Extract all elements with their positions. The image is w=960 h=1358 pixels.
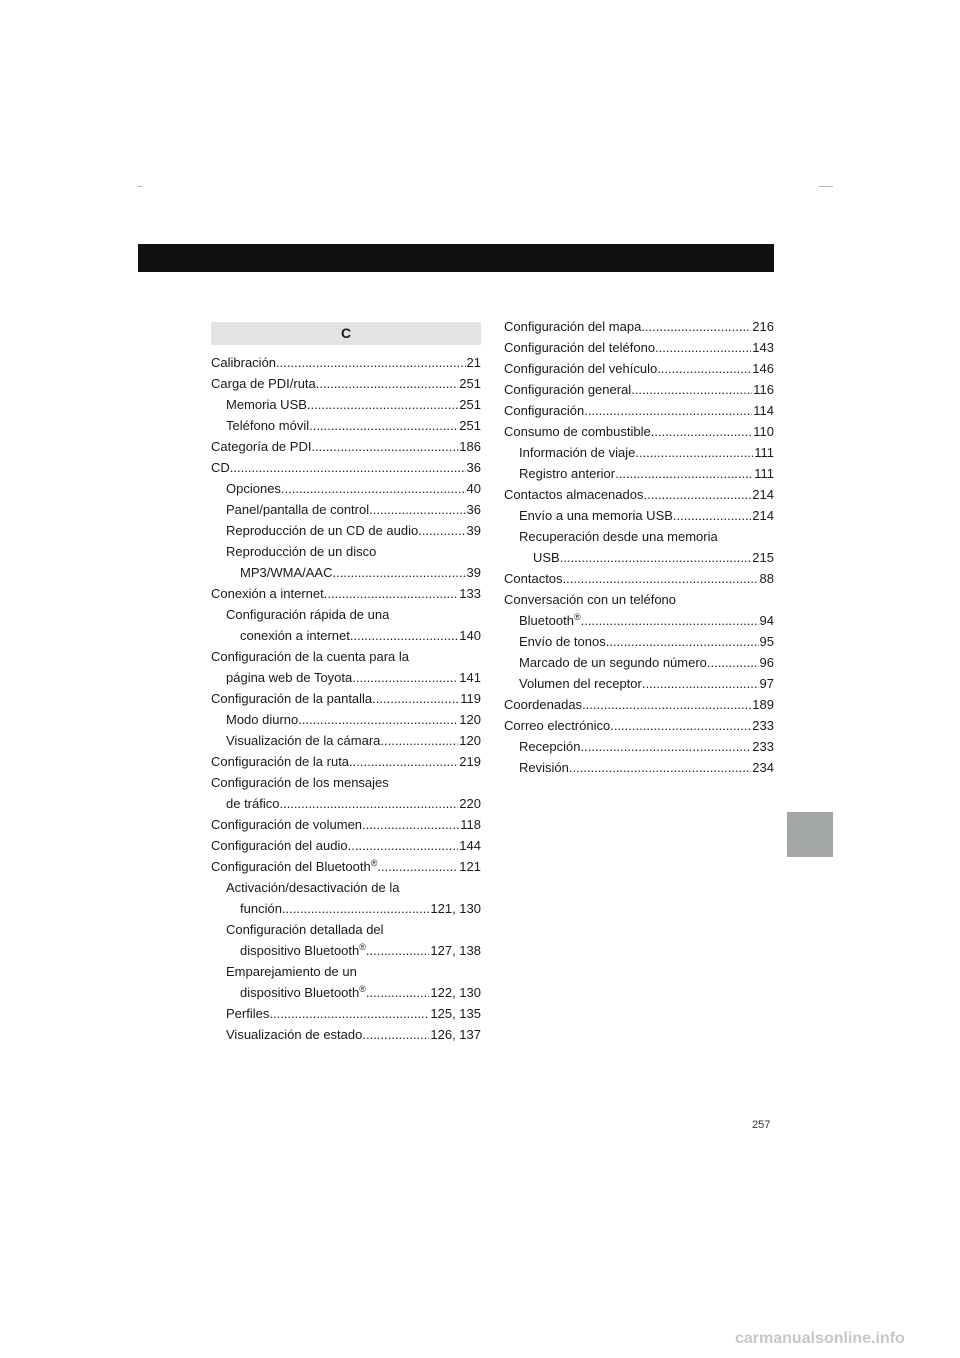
index-entry-head: Conversación con un teléfono — [504, 592, 677, 607]
index-entry: Configuración ..... 114 — [504, 400, 774, 421]
index-entry: Configuración general ..... 116 — [504, 379, 774, 400]
page-number: 257 — [752, 1119, 771, 1131]
index-subentry: Registro anterior ..... 111 — [504, 463, 774, 484]
index-subentry: Opciones ..... 40 — [211, 478, 481, 499]
index-subentry: Información de viaje ..... 111 — [504, 442, 774, 463]
index-subentry: USB ..... 215 — [504, 547, 774, 568]
index-entry: Bluetooth® ..... 94 — [504, 610, 774, 631]
index-subentry: dispositivo Bluetooth® ..... 127, 138 — [211, 940, 481, 961]
index-column-right — [504, 316, 774, 778]
index-entry: Coordenadas ..... 189 — [504, 694, 774, 715]
index-entry: Configuración del teléfono ..... 143 — [504, 337, 774, 358]
index-entry: Conexión a internet ..... 133 — [211, 583, 481, 604]
index-subentry: Panel/pantalla de control ..... 36 — [211, 499, 481, 520]
index-subentry-head: Reproducción de un disco — [226, 544, 377, 559]
index-entry: Configuración del vehículo ..... 146 — [504, 358, 774, 379]
index-subentry-head: Recuperación desde una memoria — [519, 529, 718, 544]
index-subentry-head: Configuración detallada del — [226, 922, 384, 937]
index-entry: Configuración de la ruta ..... 219 — [211, 751, 481, 772]
index-subentry-head: Activación/desactivación de la — [226, 880, 400, 895]
index-subentry-head: Emparejamiento de un — [226, 964, 357, 979]
index-entry-head: Configuración de la cuenta para la — [211, 649, 410, 664]
index-entry: Configuración de la pantalla ..... 119 — [211, 688, 481, 709]
crop-mark-right — [819, 186, 833, 187]
index-subentry-head: Configuración rápida de una — [226, 607, 390, 622]
index-subentry: Reproducción de un CD de audio ..... 39 — [211, 520, 481, 541]
index-entry: página web de Toyota ..... 141 — [211, 667, 481, 688]
index-column-left — [211, 316, 481, 1045]
index-subentry: Volumen del receptor ..... 97 — [504, 673, 774, 694]
index-subentry: Visualización de la cámara ..... 120 — [211, 730, 481, 751]
index-entry-head: Configuración de los mensajes — [211, 775, 389, 790]
index-subentry: dispositivo Bluetooth® ..... 122, 130 — [211, 982, 481, 1003]
index-subentry: Revisión ..... 234 — [504, 757, 774, 778]
index-entry: Configuración del audio ..... 144 — [211, 835, 481, 856]
index-entry: Calibración ..... 21 — [211, 352, 481, 373]
index-entry: de tráfico ..... 220 — [211, 793, 481, 814]
index-subentry: Modo diurno ..... 120 — [211, 709, 481, 730]
watermark: carmanualsonline.info — [735, 1330, 905, 1347]
index-subentry: Marcado de un segundo número ..... 96 — [504, 652, 774, 673]
index-entry: Categoría de PDI ..... 186 — [211, 436, 481, 457]
index-entry: Configuración del Bluetooth® ..... 121 — [211, 856, 481, 877]
index-subentry: Envío de tonos ..... 95 — [504, 631, 774, 652]
index-subentry: Recepción ..... 233 — [504, 736, 774, 757]
index-entry: Configuración de volumen ..... 118 — [211, 814, 481, 835]
index-subentry: Envío a una memoria USB ..... 214 — [504, 505, 774, 526]
index-subentry: MP3/WMA/AAC ..... 39 — [211, 562, 481, 583]
index-entry: Consumo de combustible ..... 110 — [504, 421, 774, 442]
section-letter-heading: C — [211, 322, 481, 345]
index-subentry: Perfiles ..... 125, 135 — [211, 1003, 481, 1024]
index-entry: Correo electrónico ..... 233 — [504, 715, 774, 736]
index-entry: Configuración del mapa ..... 216 — [504, 316, 774, 337]
crop-mark-left — [137, 186, 142, 187]
index-subentry: Teléfono móvil ..... 251 — [211, 415, 481, 436]
index-subentry: Memoria USB ..... 251 — [211, 394, 481, 415]
index-subentry: conexión a internet ..... 140 — [211, 625, 481, 646]
index-entry: Contactos ..... 88 — [504, 568, 774, 589]
index-subentry: función ..... 121, 130 — [211, 898, 481, 919]
section-thumb-tab — [787, 812, 833, 857]
index-entry: Contactos almacenados ..... 214 — [504, 484, 774, 505]
index-entry: Carga de PDI/ruta ..... 251 — [211, 373, 481, 394]
header-bar — [138, 244, 774, 272]
index-subentry: Visualización de estado ..... 126, 137 — [211, 1024, 481, 1045]
index-entry: CD ..... 36 — [211, 457, 481, 478]
